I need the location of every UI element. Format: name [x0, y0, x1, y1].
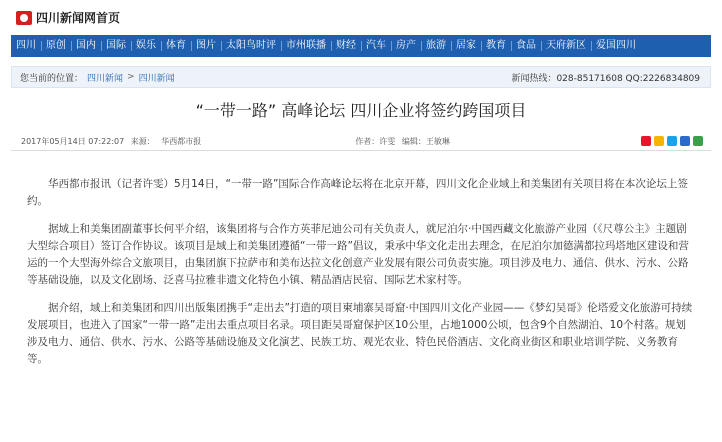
site-logo-icon — [16, 11, 32, 25]
nav-item-14[interactable]: 居家 — [451, 35, 481, 57]
nav-item-13[interactable]: 旅游 — [421, 35, 451, 57]
nav-item-8[interactable]: 太阳鸟时评 — [221, 35, 281, 57]
article-body — [27, 176, 695, 379]
share-renren-icon[interactable] — [680, 136, 690, 146]
share-tencent-icon[interactable] — [667, 136, 677, 146]
nav-item-9[interactable]: 市州联播 — [281, 35, 331, 57]
source-label: 来源： — [130, 136, 155, 146]
breadcrumb-separator: > — [127, 72, 135, 82]
main-nav — [11, 35, 711, 57]
nav-item-18[interactable]: 爱国四川 — [591, 35, 641, 57]
nav-item-4[interactable]: 国际 — [101, 35, 131, 57]
nav-item-3[interactable]: 国内 — [71, 35, 101, 57]
nav-item-17[interactable]: 天府新区 — [541, 35, 591, 57]
top-header — [0, 0, 722, 34]
share-more-icon[interactable] — [693, 136, 703, 146]
news-hotline: 新闻热线：028-85171608 QQ:2226834809 — [511, 73, 700, 84]
nav-item-5[interactable]: 娱乐 — [131, 35, 161, 57]
nav-item-12[interactable]: 房产 — [391, 35, 421, 57]
share-toolbar — [638, 136, 711, 146]
nav-item-15[interactable]: 教育 — [481, 35, 511, 57]
article-paragraph-2: 据域上和美集团副董事长何平介绍，该集团将与合作方英菲尼迪公司有关负责人，就尼泊尔·中国西藏文化旅游产业园（《尺尊公主》主题剧大型综合项目）签订合作协议。该项目是域上和美集团遵循“一带一路”倡议，秉承中华文化走出去理念，在尼泊尔加德满都拉玛塔地区建设和营运的一个大型海外综合文旅项目，由集团旗下拉萨市和美布达拉文化创意产业发展有限公司负责实施。项目涉及电力、通信、供水、污水、公路等基础设施，以及文化剧场、泛喜马拉雅非遗文化特色小镇、精品酒店民宿、国际艺术家村等。 — [27, 223, 689, 286]
nav-item-10[interactable]: 财经 — [331, 35, 361, 57]
site-home-link[interactable] — [16, 9, 120, 26]
article-title: “一带一路” 高峰论坛 四川企业将签约跨国项目 — [195, 101, 527, 120]
site-title: 四川新闻网首页 — [36, 11, 121, 25]
article-paragraph-3: 据介绍，域上和美集团和四川出版集团携手“走出去”打造的项目柬埔寨吴哥窟·中国四川文化产业园——《梦幻吴哥》伦塔爱文化旅游可持续发展项目，也进入了国家“一带一路”走出去重点项目名录。项目距吴哥窟保护区10公里，占地1000公顷，包含9个自然湖泊、10个村落。规划涉及电力、通信、供水、污水、公路等基础设施及文化演艺、民族工坊、观光农业、特色民俗酒店、文化商业街区和职业培训学院、义务教育等。 — [27, 302, 693, 365]
share-weibo-icon[interactable] — [641, 136, 651, 146]
breadcrumb — [12, 71, 179, 84]
author: 作者：许雯 — [355, 136, 396, 146]
publish-datetime: 2017年05月14日 07:22:07 — [21, 136, 125, 146]
nav-item-2[interactable]: 原创 — [41, 35, 71, 57]
article-meta — [11, 132, 711, 151]
breadcrumb-label: 您当前的位置： — [20, 73, 84, 84]
nav-item-16[interactable]: 食品 — [511, 35, 541, 57]
nav-item-11[interactable]: 汽车 — [361, 35, 391, 57]
breadcrumb-link-2[interactable]: 四川新闻 — [138, 73, 175, 84]
nav-item-7[interactable]: 图片 — [191, 35, 221, 57]
breadcrumb-bar — [11, 66, 711, 88]
nav-item-1[interactable]: 四川 — [16, 40, 36, 51]
nav-item-6[interactable]: 体育 — [161, 35, 191, 57]
share-qzone-icon[interactable] — [654, 136, 664, 146]
breadcrumb-link-1[interactable]: 四川新闻 — [87, 73, 124, 84]
article-paragraph-1: 华西都市报讯（记者许雯）5月14日，“一带一路”国际合作高峰论坛将在北京开幕，四川文化企业域上和美集团有关项目将在本次论坛上签约。 — [27, 178, 688, 207]
editor: 编辑：王敏琳 — [401, 136, 450, 146]
source-name: 华西都市报 — [161, 136, 202, 146]
